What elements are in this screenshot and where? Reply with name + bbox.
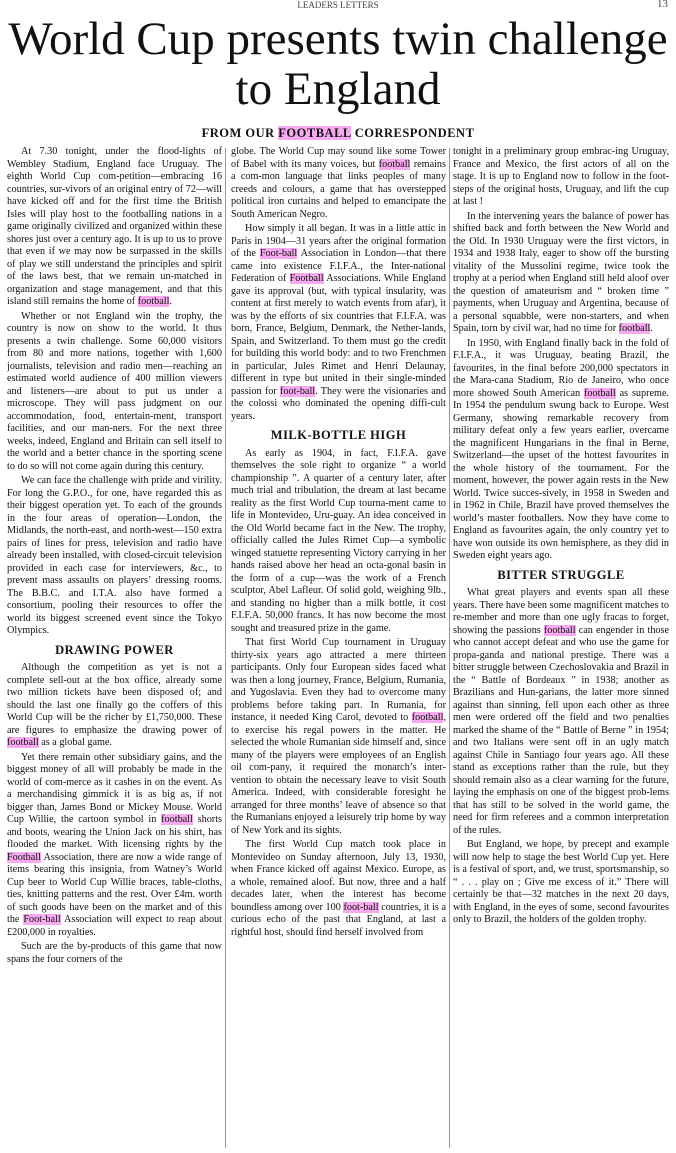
- text-run: globe. The World Cup may sound like some Tower of Babel with its many voices, but: [231, 146, 446, 170]
- text-run: What great players and events span all these years. There have been some magnificent matches to re-member and more than one ugly fracas to forget, showing the passions: [453, 587, 669, 636]
- article-paragraph: [453, 338, 669, 563]
- highlighted-word: football: [161, 814, 193, 825]
- byline-highlight: FOOTBALL: [278, 126, 352, 140]
- text-run: That first World Cup tournament in Uruguay thirty-six years ago attracted a mere thirteen participants. Only four European sides faced what was then a long journey, France, Belgium, Rumania, and Yugoslavia. Even they had to overcome many problems before taking part. In Rumania, for instance, it needed King Carol, devoted to: [231, 637, 446, 723]
- subheading: MILK-BOTTLE HIGH: [270, 428, 407, 442]
- article-paragraph: [7, 146, 222, 309]
- text-run: countries, it is a curious echo of the past that England, at last a rightful host, should find herself involved from: [231, 901, 446, 938]
- article-paragraph: [7, 752, 222, 940]
- article-paragraph: [7, 662, 222, 750]
- headline: World Cup presents twin challenge to England: [8, 13, 668, 115]
- byline-suffix: CORRESPONDENT: [354, 126, 475, 140]
- subheading: DRAWING POWER: [55, 642, 174, 657]
- text-run: Association will expect to reap about £200,000 in royalties.: [7, 914, 222, 938]
- article-paragraph: [453, 587, 669, 837]
- article-paragraph: [7, 475, 222, 638]
- highlighted-word: Football: [7, 851, 41, 863]
- text-run: In 1950, with England finally back in the fold of F.I.F.A., it was Uruguay, beating Brazil, the favourites, in the final before 200,000 spectators in the Mara-cana Stadium, Rio de Janeiro, who once more showed South American: [453, 337, 669, 399]
- text-run: How simply it all began. It was in a little attic in Paris in 1904—31 years after the original formation of the: [231, 223, 446, 259]
- article-paragraph: [453, 211, 669, 336]
- text-run: Although the competition as yet is not a complete sell-out at the box office, already some two million tickets have been disposed of; and should the last one finally go the coffers of this World Cup will be the richer by £1,750,000. These are figures to emphasize the drawing power of: [7, 662, 222, 736]
- byline: [0, 126, 676, 141]
- text-run: At 7.30 tonight, under the flood-lights of Wembley Stadium, England face Uruguay. The eighth World Cup com-petition—embracing 16 countries, sur-vivors of an original entry of 72—will have kicked off and for the first time the British Isles will play host to the footballing nations in a game originally civilized and organized within these shores just over a century ago. It is up to us to prove that even if we may now be surpassed in the skills of play we still understand the principles and spirit of the laws best, that we remain un-matched in organization and stage management, and that this island still remains the home of: [7, 146, 222, 307]
- highlighted-word: football: [618, 323, 651, 334]
- byline-prefix: FROM OUR: [201, 126, 275, 140]
- text-run: We can face the challenge with pride and virility. For long the G.P.O., for one, have regarded this as their biggest operation yet. To each of the grounds in the four areas of operation—London, the Midlands, the north-east, and north-west—150 extra pairs of lines for press, television and radio have already been installed, with closed-circuit television provided in each case for interviewers, &c., to prevent mass assaults on players’ dressing rooms. The B.B.C. and I.T.A. also have formed a consortium, pooling their resources to offer the world its biggest screened event since the Tokyo Olympics.: [7, 475, 222, 636]
- subheading: BITTER STRUGGLE: [497, 567, 625, 582]
- text-run: shorts and boots, wearing the Union Jack on his shirt, has flooded the market. With licensing rights by the: [7, 814, 222, 850]
- column-divider: [449, 148, 450, 1148]
- highlighted-word: football: [137, 296, 170, 307]
- highlighted-word: football: [378, 158, 411, 170]
- highlighted-word: football: [543, 624, 576, 636]
- text-run: Association in London—that there came into existence F.I.F.A., the Inter-national Federation of: [231, 248, 446, 284]
- text-run: Associations. While England gave its approval (but, with typical insularity, was content at first merely to watch events from afar), it was by the efforts of six countries that F.I.F.A. was born, France, Belgium, Denmark, the Nether-lands, Spain, and Switzerland. To them must go the credit for building this world body: and to two Frenchmen in particular, Jules Rimet and Henri Delaunay, different in type but united in their single-minded passion for: [231, 273, 446, 397]
- text-run: Association, there are now a wide range of items bearing this insignia, from Watney’s World Cup beer to World Cup Willie braces, table-cloths, ties, knitting patterns and the rest. Over £4m. worth of such goods have been on the market and of this the: [7, 851, 222, 925]
- page-header: [0, 0, 676, 12]
- text-run: as supreme. In 1954 the pendulum swung back to Europe. West Germany, showing remarkable recovery from military defeat only a few years earlier, overcame the magnificent Hungarians in the final in Berne, Switzerland—the upset of the hottest favourites in the whole history of the tournament. For the moment, however, the power again rests in the New World. Twice succes-sively, in 1958 in Sweden and in 1962 in Chile, Brazil have proved themselves the world’s master footballers. Now they have come to England as favourites again, the only country yet to have won outside its own hemisphere, as they did in Sweden eight years ago.: [453, 387, 669, 561]
- text-run: As early as 1904, in fact, F.I.F.A. gave themselves the sole right to organize “ a world championship ”. A quarter of a century later, after much trial and tribulation, the dream at last became reality as the first World Cup tourna-ment came to life in Montevideo, Uru-guay. An idea conceived in the Old World became fact in the New. The trophy, officially called the Jules Rimet Cup—a symbolic winged statuette representing Victory carrying in her hands raised above her head an octa-gonal basin in the form of a cup—was the work of a French sculptor, Abel Lafleur. Of solid gold, weighing 9lb., and standing no higher than a milk bottle, it cost F.I.F.A. 50,000 francs. It has now become the most sought and treasured prize in the game.: [231, 447, 446, 634]
- text-run: Whether or not England win the trophy, the country is now on show to the world. It thus presents a twin challenge. Some 60,000 visitors from 80 and more nations, together with 1,600 journalists, television and radio men—reaching an estimated world audience of 400 million viewers and listeners—are about to put us under a microscope. They will pass judgment on our accommodation, food, entertain-ment, transport facilities, and our man-ners. For the next three weeks, indeed, England and Britain can sell itself to the world and a better chance in the sporting scene to do so will not come again during this century.: [7, 310, 222, 472]
- text-run: .: [169, 296, 172, 307]
- text-run: Yet there remain other subsidiary gains, and the biggest money of all will probably be made in the world of com-merce as it cashes in on the event. As a merchandising gimmick it is as big as, if not bigger than, James Bond or Mickey Mouse. World Cup Willie, the cartoon symbol in: [7, 751, 222, 825]
- highlighted-word: Foot-ball: [23, 914, 61, 925]
- highlighted-word: football: [411, 712, 444, 723]
- article-paragraph: [7, 311, 222, 474]
- text-run: Such are the by-products of this game that now spans the four corners of the: [7, 941, 222, 965]
- highlighted-word: Foot-ball: [259, 248, 298, 259]
- page-number: 13: [657, 0, 668, 10]
- highlighted-word: foot-ball: [343, 901, 379, 913]
- highlighted-word: football: [584, 387, 616, 399]
- highlighted-word: foot-ball: [280, 385, 316, 397]
- text-run: remains a com-mon language that links peoples of many creeds and colours, a game that has overstepped political iron curtains and helped to emancipate the South American Negro.: [231, 158, 446, 220]
- text-run: The first World Cup match took place in Montevideo on Sunday afternoon, July 13, 1930, when France kicked off against Mexico. Europe, as a whole, remained aloof. But now, three and a half decades later, when the interest has become boundless among over 100: [231, 839, 446, 913]
- article-paragraph: [231, 223, 446, 423]
- text-run: In the intervening years the balance of power has shifted back and forth between the New World and the Old. In 1930 Uruguay were the first victors, in 1934 and 1938 Italy, eager to show off the bursting vitality of the Mussolini regime, twice took the trophy at a period when England still held aloof over the question of amateurism and “ broken time ” payments, when Uruguay and Argentina, because of a personal squabble, were non-starters, and when Spain, torn by civil war, had no time for: [453, 210, 669, 334]
- article-paragraph: [231, 146, 446, 221]
- text-run: can engender in those who cannot accept defeat and who use the game for propa-ganda and national prestige. There was a bitter struggle between Czechoslovakia and Brazil in the “ Battle of Bordeaux ” in 1938; another as Brazilians and Hun-garians, the latter more sinned against than sinning, fell upon each other as three men were ordered off the field and two penalties marked the shame of the “ Battle of Berne ” in 1954; and two Italians were sent off in an ugly match against Chile in Santiago four years ago. All these stand as exceptions rather than the rule, but they should remain also as a clear warning for the future, laying the emphasis on one of the biggest prob-lems that has still to be solved in the world game, the need for firm referees and a common interpretation of the rules.: [453, 624, 669, 836]
- article-column-1: [7, 146, 222, 1150]
- text-run: , to exercise his regal powers in the matter. He selected the whole Rumanian side himself and, since many of the players were employees of an English oil com-pany, it required the monarch’s inter-vention to obtain the necessary leave to visit South America. Indeed, with considerable foresight he arranged for three months’ leave of absence so that the Rumanians enjoyed a leisurely trip home by way of New York and its sights.: [231, 712, 446, 836]
- article-paragraph: [231, 637, 446, 837]
- column-divider: [225, 148, 226, 1148]
- article-paragraph: [231, 839, 446, 939]
- article-column-3: [453, 146, 669, 1150]
- text-run: But England, we hope, by precept and example will now help to stage the best World Cup yet. Here is a festival of sport, and, we trust, sportsmanship, so “ . . . play on ; Give me excess of it.” There will certainly be that—32 matches in the next 20 days, with England, in the eyes of some, second favourites only to Brazil, the holders of the golden trophy.: [453, 839, 669, 925]
- article-paragraph: [7, 941, 222, 966]
- article-paragraph: [231, 448, 446, 636]
- article-paragraph: [453, 839, 669, 927]
- text-run: . They were the visionaries and the colossi who dominated the opening diffi-cult years.: [231, 385, 446, 422]
- text-run: as a global game.: [38, 737, 112, 748]
- highlighted-word: football: [7, 737, 39, 748]
- highlighted-word: Football: [289, 273, 324, 284]
- section-label: LEADERS LETTERS: [297, 0, 379, 10]
- article-column-2: [231, 146, 446, 1150]
- text-run: .: [650, 323, 653, 334]
- article-paragraph: [453, 146, 669, 209]
- text-run: tonight in a preliminary group embrac-ing Uruguay, France and Mexico, the first actors of all on the stage. It is up to England now to follow in the foot-steps of the original hosts, Uruguay, and lift the cup at last !: [453, 146, 669, 207]
